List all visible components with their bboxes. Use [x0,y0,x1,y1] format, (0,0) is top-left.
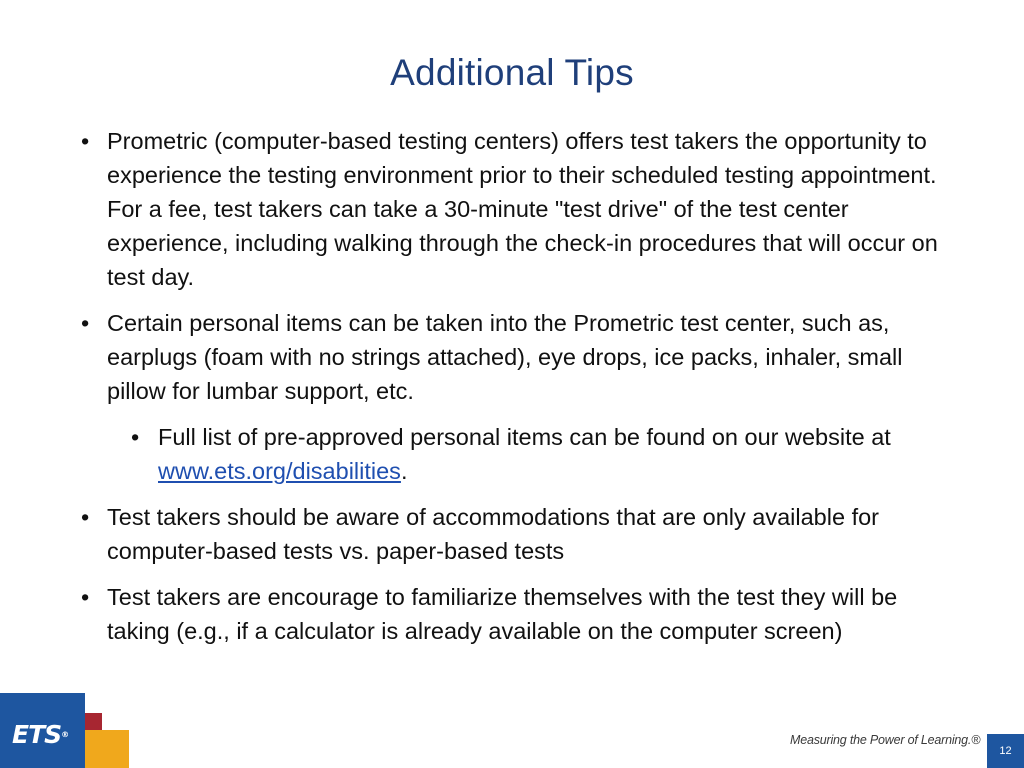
bullet-text: Certain personal items can be taken into the Prometric test center, such as, earplugs (foam with no strings attached), eye drops, ice packs, inhaler, small pillow for lumbar support, etc. [107,310,903,404]
bullet-dot: • [81,128,90,154]
bullet-item [78,500,958,568]
sub-bullet-prefix: Full list of pre-approved personal items can be found on our website at [158,424,891,450]
disabilities-link[interactable]: www.ets.org/disabilities [158,458,401,484]
slide-content [78,124,958,660]
sub-bullet-suffix: . [400,458,408,484]
slide-title: Additional Tips [390,52,634,93]
tagline: Measuring the Power of Learning.® [790,733,981,747]
bullet-text: Prometric (computer-based testing centers) offers test takers the opportunity to experience the testing environment prior to their scheduled testing appointment. For a fee, test takers can take a 30-minute "test drive" of the test center experience, including walking through the check-in procedures that will occur on test day. [107,128,938,290]
bullet-text: Test takers are encourage to familiarize themselves with the test they will be taking (e.g., if a calculator is already available on the computer screen) [107,584,898,644]
bullet-item [78,580,958,648]
bullet-item [78,306,958,408]
bullet-text: Test takers should be aware of accommodations that are only available for computer-based tests vs. paper-based tests [107,504,880,564]
logo-red-square [85,713,102,730]
bullet-dot: • [81,310,90,336]
ets-logo-registered: ® [61,730,69,739]
bullet-dot: • [131,424,140,450]
ets-logo-text: ETS [12,720,62,749]
page-number: 12 [987,734,1024,768]
logo-orange-square [85,730,129,768]
bullet-item [78,124,958,294]
ets-logo [12,713,80,757]
bullet-dot: • [81,584,90,610]
bullet-dot: • [81,504,90,530]
sub-bullet-item [78,420,958,488]
